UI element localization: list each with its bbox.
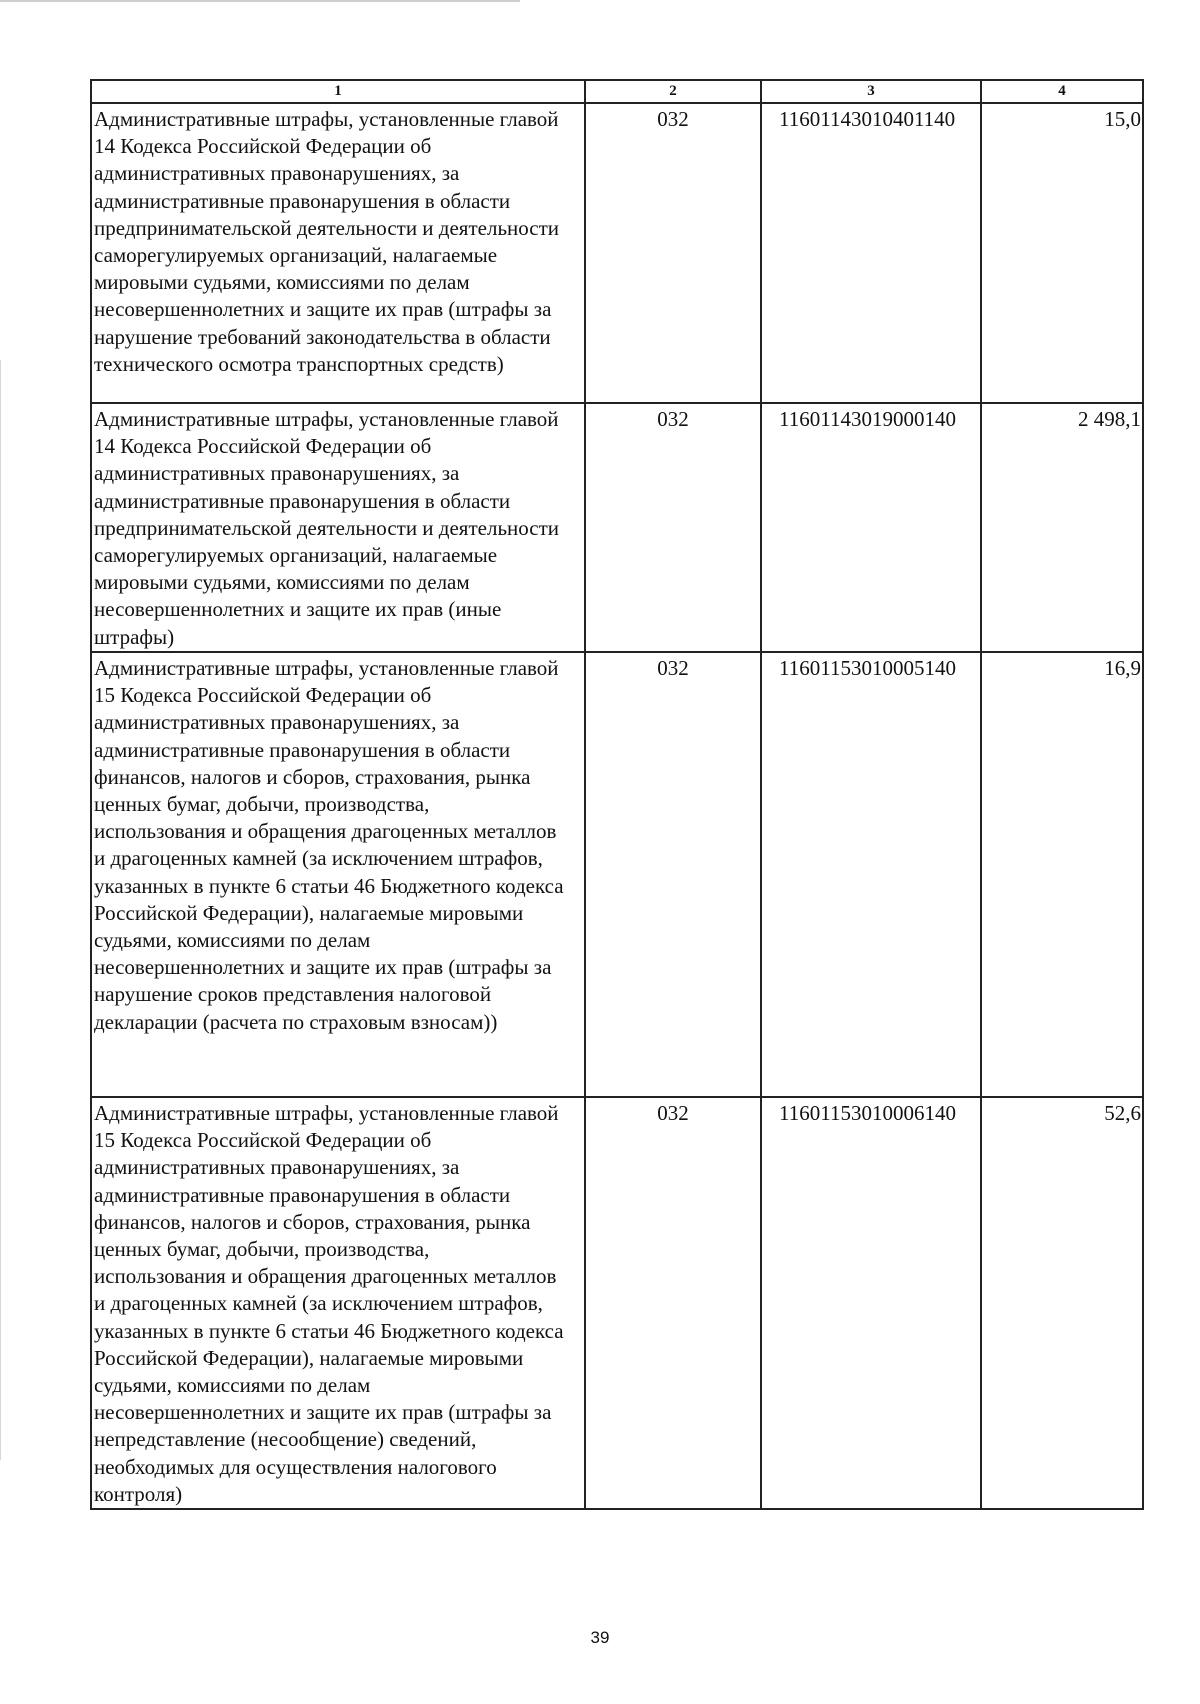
admin-code-cell: 032 [585, 652, 761, 1097]
table-row [91, 403, 1143, 652]
revenue-code-cell: 11601153010005140 [761, 652, 981, 1097]
header-col-3: 3 [761, 80, 981, 103]
revenue-code-cell: 11601143019000140 [761, 403, 981, 652]
description-text: Административные штрафы, установленные главой 14 Кодекса Российской Федерации об административных правонарушениях, за административные правонарушения в области предпринимательской деятельности и деятельности саморегулируемых организаций, налагаемые мировыми судьями, комиссиями по делам несовершеннолетних и защите их прав (штрафы за нарушение требований законодательства в области технического осмотра транспортных средств) [94, 107, 560, 376]
amount-cell: 15,0 [981, 103, 1143, 403]
header-col-2: 2 [585, 80, 761, 103]
table-body [91, 103, 1143, 1509]
description-cell [91, 652, 585, 1097]
description-text: Административные штрафы, установленные главой 15 Кодекса Российской Федерации об административных правонарушениях, за административные правонарушения в области финансов, налогов и сборов, страхования, рынка ценных бумаг, добычи, производства, использования и обращения драгоценных металлов и драгоценных камней (за исключением штрафов, указанных в пункте 6 статьи 46 Бюджетного кодекса Российской Федерации), налагаемые мировыми судьями, комиссиями по делам несовершеннолетних и защите их прав (штрафы за непредставление (несообщение) сведений, необходимых для осуществления налогового контроля) [94, 1101, 564, 1506]
table-header [91, 80, 1143, 103]
amount-cell: 2 498,1 [981, 403, 1143, 652]
header-col-1: 1 [91, 80, 585, 103]
revenue-table [90, 79, 1144, 1510]
admin-code-cell: 032 [585, 403, 761, 652]
page-number: 39 [590, 1628, 610, 1647]
table-row [91, 103, 1143, 403]
amount-cell: 52,6 [981, 1097, 1143, 1509]
header-col-4: 4 [981, 80, 1143, 103]
revenue-code-cell: 11601143010401140 [761, 103, 981, 403]
description-cell [91, 103, 585, 403]
scan-edge-top [0, 0, 520, 2]
header-row [91, 80, 1143, 103]
amount-cell: 16,9 [981, 652, 1143, 1097]
scan-edge-left [0, 360, 1, 1460]
admin-code-cell: 032 [585, 1097, 761, 1509]
description-text: Административные штрафы, установленные главой 15 Кодекса Российской Федерации об административных правонарушениях, за административные правонарушения в области финансов, налогов и сборов, страхования, рынка ценных бумаг, добычи, производства, использования и обращения драгоценных металлов и драгоценных камней (за исключением штрафов, указанных в пункте 6 статьи 46 Бюджетного кодекса Российской Федерации), налагаемые мировыми судьями, комиссиями по делам несовершеннолетних и защите их прав (штрафы за нарушение сроков представления налоговой декларации (расчета по страховым взносам)) [94, 656, 564, 1034]
admin-code-cell: 032 [585, 103, 761, 403]
description-cell [91, 403, 585, 652]
revenue-code-cell: 11601153010006140 [761, 1097, 981, 1509]
table-row [91, 1097, 1143, 1509]
table-row [91, 652, 1143, 1097]
description-cell [91, 1097, 585, 1509]
description-text: Административные штрафы, установленные главой 14 Кодекса Российской Федерации об административных правонарушениях, за административные правонарушения в области предпринимательской деятельности и деятельности саморегулируемых организаций, налагаемые мировыми судьями, комиссиями по делам несовершеннолетних и защите их прав (иные штрафы) [94, 407, 560, 649]
